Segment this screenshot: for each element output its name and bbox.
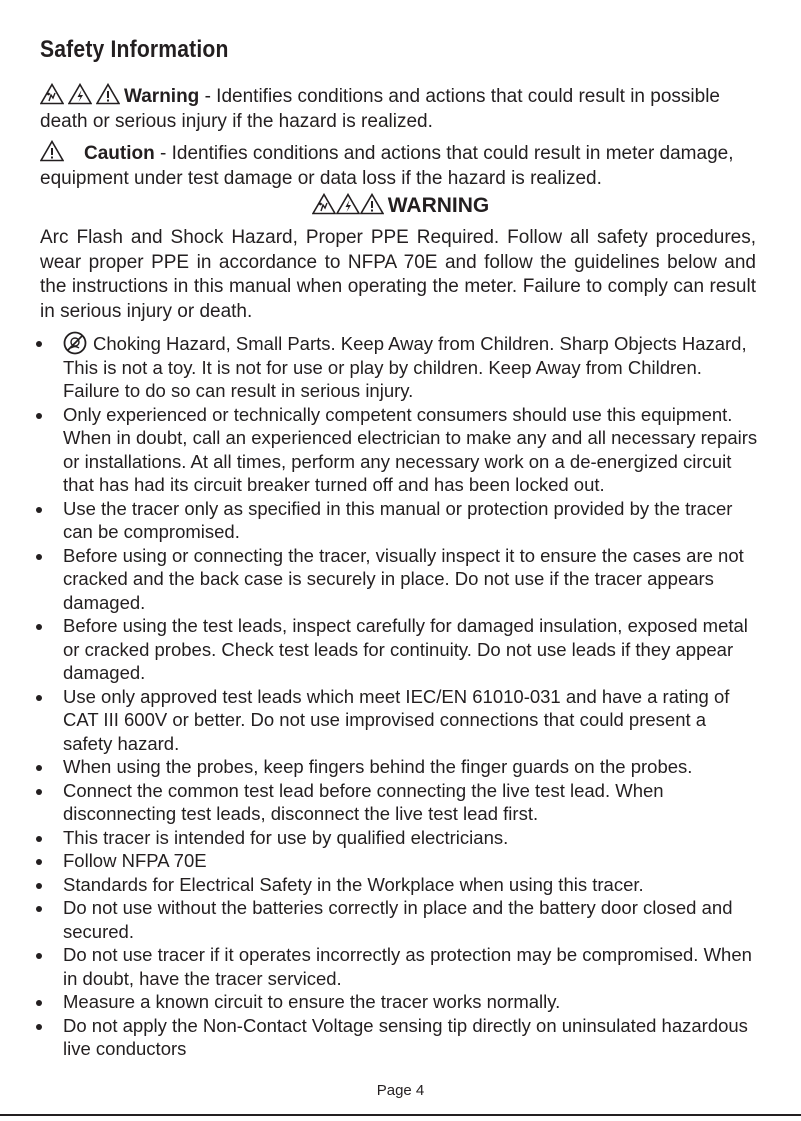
bottom-divider — [0, 1114, 801, 1116]
caution-icon — [40, 140, 64, 162]
list-item: Before using or connecting the tracer, visually inspect it to ensure the cases are not cracked and the back case is securely in place. Do not use if the tracer appears damaged. — [30, 544, 760, 615]
list-item: Use the tracer only as specified in this manual or protection provided by the tracer can be compromised. — [30, 497, 760, 544]
shock-hazard-icon — [336, 193, 360, 215]
caution-icons — [40, 140, 64, 162]
arc-flash-warning-icon — [312, 193, 336, 215]
page-title: Safety Information — [40, 36, 229, 63]
shock-hazard-icon — [68, 83, 92, 105]
arc-flash-paragraph: Arc Flash and Shock Hazard, Proper PPE Required. Follow all safety procedures, wear proper PPE in accordance to NFPA 70E and follow the guidelines below and the instructions in this manual when operating the meter. Failure to comply can result in serious injury or death. — [40, 227, 756, 322]
warning-heading-text: WARNING — [387, 194, 490, 217]
page-number: Page 4 — [376, 1082, 425, 1099]
warning-heading-icons — [312, 193, 384, 215]
caution-icon — [360, 193, 384, 215]
warning-label: Warning — [124, 86, 200, 107]
caution-label: Caution — [84, 143, 155, 164]
warning-definition — [40, 83, 757, 134]
caution-icon — [96, 83, 120, 105]
choking-hazard-icon — [63, 331, 87, 355]
list-item: Use only approved test leads which meet IEC/EN 61010-031 and have a rating of CAT III 600V or better. Do not use improvised connections that could present a safety hazard. — [30, 685, 760, 756]
list-item: Standards for Electrical Safety in the Workplace when using this tracer. — [30, 873, 760, 897]
list-item: When using the probes, keep fingers behind the finger guards on the probes. — [30, 755, 760, 779]
warning-icons — [40, 83, 120, 105]
list-item: Connect the common test lead before connecting the live test lead. When disconnecting test leads, disconnect the live test lead first. — [30, 779, 760, 826]
list-item: This tracer is intended for use by qualified electricians. — [30, 826, 760, 850]
caution-definition — [40, 140, 757, 191]
safety-bullet-list — [30, 331, 760, 1061]
list-item: Do not use without the batteries correctly in place and the battery door closed and secured. — [30, 896, 760, 943]
caution-definition-text: - Identifies conditions and actions that could result in meter damage, equipment under test damage or data loss if the hazard is realized. — [40, 143, 734, 189]
list-item: Follow NFPA 70E — [30, 849, 760, 873]
bullet-text: Choking Hazard, Small Parts. Keep Away from Children. Sharp Objects Hazard, This is not a toy. It is not for use or play by children. Keep Away from Children. Failure to do so can result in serious injury. — [63, 333, 747, 401]
list-item — [30, 331, 760, 403]
list-item: Only experienced or technically competent consumers should use this equipment. When in doubt, call an experienced electrician to make any and all necessary repairs or installations. At all times, perform any necessary work on a de-energized circuit that has had its circuit breaker turned off and has been locked out. — [30, 403, 760, 497]
warning-heading — [0, 193, 801, 218]
list-item: Before using the test leads, inspect carefully for damaged insulation, exposed metal or cracked probes. Check test leads for continuity. Do not use leads if they appear damaged. — [30, 614, 760, 685]
list-item: Measure a known circuit to ensure the tracer works normally. — [30, 990, 760, 1014]
list-item: Do not use tracer if it operates incorrectly as protection may be compromised. When in doubt, have the tracer serviced. — [30, 943, 760, 990]
warning-definition-text: - Identifies conditions and actions that could result in possible death or serious injury if the hazard is realized. — [40, 86, 720, 132]
arc-flash-warning-icon — [40, 83, 64, 105]
list-item: Do not apply the Non-Contact Voltage sensing tip directly on uninsulated hazardous live conductors — [30, 1014, 760, 1061]
